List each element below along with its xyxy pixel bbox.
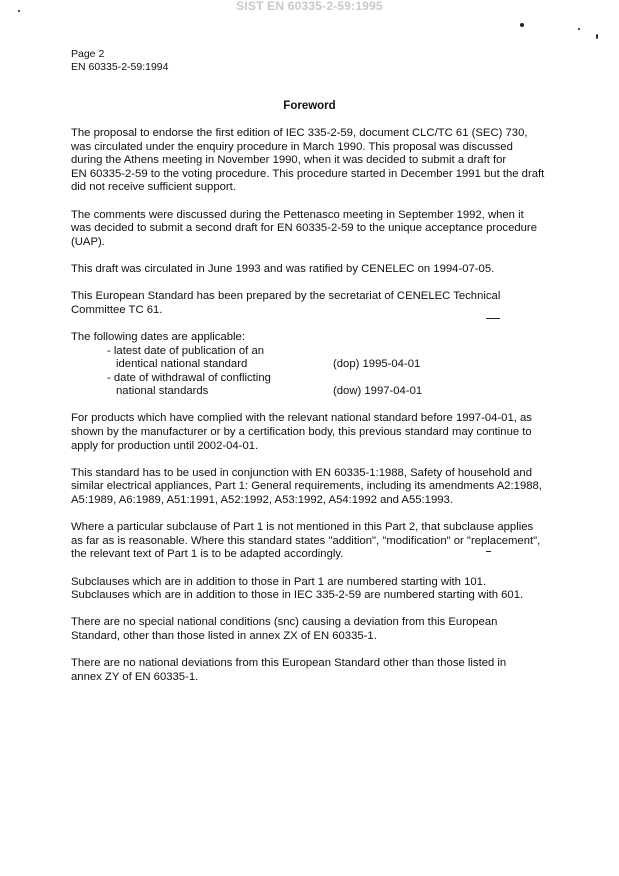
scan-speck bbox=[578, 28, 580, 30]
paragraph bbox=[71, 127, 571, 195]
dop-label-line2: identical national standard bbox=[116, 358, 248, 371]
doc-number: EN 60335-2-59:1994 bbox=[71, 60, 169, 73]
dow-label-line2: national standards bbox=[116, 385, 209, 398]
paragraph-line: The comments were discussed during the Pettenasco meeting in September 1992, when it bbox=[71, 208, 524, 221]
paragraph-line: during the Athens meeting in November 1990, when it was decided to submit a draft for bbox=[71, 154, 507, 167]
paragraph-line: Standard, other than those listed in annex ZX of EN 60335-1. bbox=[71, 629, 377, 642]
date-item-label bbox=[71, 358, 571, 372]
paragraph bbox=[71, 616, 571, 643]
date-item-label bbox=[71, 372, 571, 386]
paragraph-line: shown by the manufacturer or by a certification body, this previous standard may continue to bbox=[71, 426, 532, 439]
paragraph-line: A5:1989, A6:1989, A51:1991, A52:1992, A53:1992, A54:1992 and A55:1993. bbox=[71, 494, 453, 507]
scan-speck bbox=[486, 318, 500, 319]
paragraph bbox=[71, 521, 571, 562]
paragraph-line: annex ZY of EN 60335-1. bbox=[71, 670, 199, 683]
watermark: SIST EN 60335-2-59:1995 bbox=[236, 0, 383, 13]
document-body bbox=[71, 127, 571, 698]
dates-block bbox=[71, 331, 571, 399]
paragraph-line: Subclauses which are in addition to those in IEC 335-2-59 are numbered starting with 601. bbox=[71, 589, 524, 602]
paragraph-line: There are no special national conditions (snc) causing a deviation from this European bbox=[71, 616, 498, 629]
paragraph-line: This draft was circulated in June 1993 and was ratified by CENELEC on 1994-07-05. bbox=[71, 262, 495, 275]
paragraph-line: This European Standard has been prepared by the secretariat of CENELEC Technical bbox=[71, 290, 501, 303]
paragraph bbox=[71, 263, 571, 277]
page-title: Foreword bbox=[283, 100, 336, 112]
paragraph-line: the relevant text of Part 1 is to be adapted accordingly. bbox=[71, 548, 344, 561]
paragraph-line: This standard has to be used in conjunction with EN 60335-1:1988, Safety of household and bbox=[71, 466, 532, 479]
paragraph-line: There are no national deviations from this European Standard other than those listed in bbox=[71, 657, 507, 670]
page-header bbox=[71, 48, 169, 73]
paragraphs-before bbox=[71, 127, 571, 317]
date-item-label bbox=[71, 385, 571, 399]
scan-speck bbox=[486, 551, 491, 552]
paragraph-line: did not receive sufficient support. bbox=[71, 181, 236, 194]
paragraph-line: Committee TC 61. bbox=[71, 303, 163, 316]
paragraph bbox=[71, 209, 571, 250]
paragraph-line: apply for production until 2002-04-01. bbox=[71, 439, 259, 452]
dow-label-line1: - date of withdrawal of conflicting bbox=[107, 371, 271, 384]
paragraph-line: Subclauses which are in addition to those in Part 1 are numbered starting with 101. bbox=[71, 575, 487, 588]
paragraph-line: (UAP). bbox=[71, 235, 105, 248]
paragraph-line: as far as is reasonable. Where this standard states "addition", "modification" or "replacement", bbox=[71, 534, 541, 547]
paragraph-line: similar electrical appliances, Part 1: General requirements, including its amendments A2:1988, bbox=[71, 480, 542, 493]
dates-intro: The following dates are applicable: bbox=[71, 330, 245, 343]
date-item-label bbox=[71, 345, 571, 359]
scan-speck bbox=[520, 23, 524, 27]
dop-label-line1: - latest date of publication of an bbox=[107, 344, 265, 357]
paragraph-line: was circulated under the enquiry procedure in March 1990. This proposal was discussed bbox=[71, 140, 513, 153]
scan-speck bbox=[18, 10, 20, 12]
paragraph-line: For products which have complied with the relevant national standard before 1997-04-01, as bbox=[71, 412, 532, 425]
paragraph-line: Where a particular subclause of Part 1 is not mentioned in this Part 2, that subclause applies bbox=[71, 521, 534, 534]
dow-value: (dow) 1997-04-01 bbox=[333, 385, 423, 398]
paragraph-line: was decided to submit a second draft for EN 60335-2-59 to the unique acceptance procedure bbox=[71, 222, 537, 235]
page-label: Page 2 bbox=[71, 48, 105, 60]
paragraph bbox=[71, 412, 571, 453]
paragraphs-after bbox=[71, 412, 571, 684]
dop-value: (dop) 1995-04-01 bbox=[333, 358, 421, 371]
paragraph bbox=[71, 290, 571, 317]
paragraph-line: The proposal to endorse the first edition of IEC 335-2-59, document CLC/TC 61 (SEC) 730, bbox=[71, 127, 528, 139]
paragraph bbox=[71, 657, 571, 684]
paragraph bbox=[71, 467, 571, 508]
paragraph bbox=[71, 576, 571, 603]
scan-speck bbox=[596, 34, 598, 39]
paragraph-line: EN 60335-2-59 to the voting procedure. This procedure started in December 1991 but the draft bbox=[71, 167, 545, 180]
